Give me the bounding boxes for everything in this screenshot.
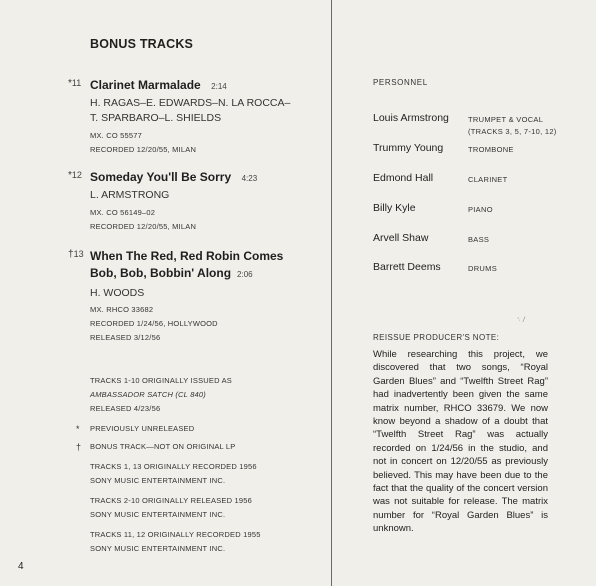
copyright-line: TRACKS 2-10 ORIGINALLY RELEASED 1956 SONY MUSIC ENTERTAINMENT INC.: [90, 496, 252, 519]
track-marker: *11: [68, 78, 82, 89]
page-number: 4: [18, 561, 24, 572]
reissue-note-heading: REISSUE PRODUCER'S NOTE:: [373, 333, 500, 342]
legend-unreleased: * PREVIOUSLY UNRELEASED: [76, 424, 195, 434]
track-12: [68, 168, 328, 234]
musician-role: TROMBONE: [468, 145, 514, 154]
track-title-line: [68, 168, 328, 186]
original-release-date: RELEASED 4/23/56: [90, 404, 161, 413]
copyright-line: TRACKS 1, 13 ORIGINALLY RECORDED 1956 SONY MUSIC ENTERTAINMENT INC.: [90, 462, 257, 485]
track-duration: 2:06: [237, 270, 253, 279]
musician-role: PIANO: [468, 205, 493, 214]
track-details: MX. CO 55577 RECORDED 12/20/55, MILAN: [90, 131, 197, 154]
dagger-symbol: †: [76, 442, 82, 452]
track-title: Clarinet Marmalade: [90, 78, 201, 92]
page-fold-divider: [331, 0, 332, 586]
track-details: MX. RHCO 33682 RECORDED 1/24/56, HOLLYWOOD RELEASED 3/12/56: [90, 305, 218, 342]
original-album: AMBASSADOR SATCH (CL 840): [90, 390, 207, 399]
musician-role: DRUMS: [468, 264, 497, 273]
musician-role: CLARINET: [468, 175, 508, 184]
musician-name: Trummy Young: [373, 142, 444, 154]
track-composer: H. RAGAS–E. EDWARDS–N. LA ROCCA– T. SPARBARO–L. SHIELDS: [90, 97, 291, 124]
track-title-line: [68, 76, 328, 94]
track-duration: 2:14: [211, 82, 227, 91]
musician-name: Barrett Deems: [373, 261, 441, 273]
bonus-tracks-heading: BONUS TRACKS: [90, 37, 194, 51]
track-composer: H. WOODS: [90, 287, 145, 299]
track-details: MX. CO 56149–02 RECORDED 12/20/55, MILAN: [90, 208, 197, 231]
original-issue-note: TRACKS 1-10 ORIGINALLY ISSUED AS: [90, 376, 233, 385]
track-11: [68, 76, 328, 157]
track-13: [68, 247, 328, 345]
musician-role: TRUMPET & VOCAL (TRACKS 3, 5, 7-10, 12): [468, 115, 557, 136]
musician-name: Arvell Shaw: [373, 232, 429, 244]
track-title: When The Red, Red Robin Comes: [90, 249, 284, 263]
track-composer: L. ARMSTRONG: [90, 189, 170, 201]
musician-name: Edmond Hall: [373, 172, 434, 184]
musician-name: Louis Armstrong: [373, 112, 449, 124]
musician-role: BASS: [468, 235, 490, 244]
musician-name: Billy Kyle: [373, 202, 416, 214]
track-duration: 4:23: [241, 174, 258, 183]
reissue-note-body: While researching this project, we discovered that two songs, “Royal Garden Blues” and “Twelfth Street Rag” had inadvertently been given the same matrix number, RHCO 33679. We now know beyond a shadow of a doubt that “Twelfth Street Rag” was actually recorded on 1/24/56 in the studio, and not in concert on 12/20/55 as previously believed. This may have been due to the fact that the quality of the concert version was not suitable for release. The matrix number for “Royal Garden Blues” is unknown.: [373, 349, 548, 535]
track-marker: *12: [68, 170, 82, 181]
copyright-line: TRACKS 11, 12 ORIGINALLY RECORDED 1955 SONY MUSIC ENTERTAINMENT INC.: [90, 530, 261, 553]
release-notes: [76, 374, 325, 556]
track-title-line: [68, 247, 328, 265]
track-title: Someday You'll Be Sorry: [90, 170, 232, 184]
pencil-mark: ‘​· /: [517, 317, 525, 324]
legend-bonus-track: † BONUS TRACK—NOT ON ORIGINAL LP: [76, 442, 236, 452]
track-title-continued: Bob, Bob, Bobbin' Along 2:06: [90, 266, 253, 280]
asterisk-symbol: *: [76, 424, 80, 434]
track-marker: †13: [68, 249, 84, 260]
personnel-heading: PERSONNEL: [373, 78, 428, 87]
